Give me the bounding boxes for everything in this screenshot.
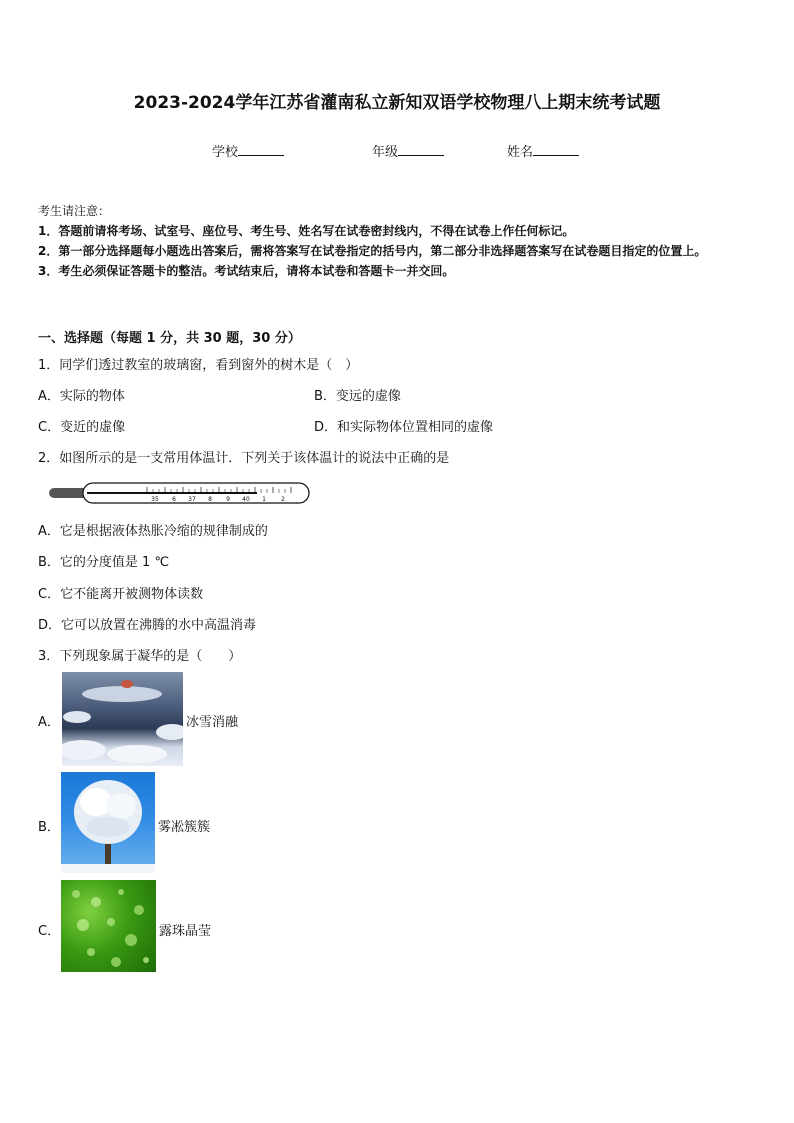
option-letter: A． — [38, 715, 60, 730]
scale-label-40: 40 — [242, 496, 250, 503]
name-blank[interactable] — [533, 142, 579, 156]
dew-drops-image — [61, 880, 156, 972]
notice-heading: 考生请注意： — [38, 204, 111, 218]
notice-item-1: 1．答题前请将考场、试室号、座位号、考生号、姓名写在试卷密封线内，不得在试卷上作任何标记。 — [38, 224, 575, 238]
melting-ice-image — [62, 672, 183, 766]
question-2-option-c[interactable]: C．它不能离开被测物体读数 — [38, 587, 204, 602]
question-3-option-b[interactable] — [38, 772, 298, 873]
grade-field — [372, 141, 444, 160]
scale-label-38: 8 — [208, 496, 212, 503]
scale-label-36: 6 — [172, 496, 176, 503]
option-letter: C． — [38, 924, 61, 939]
question-3-option-c[interactable] — [38, 880, 298, 972]
question-2-stem: 2．如图所示的是一支常用体温计．下列关于该体温计的说法中正确的是 — [38, 451, 450, 466]
scale-label-41: 1 — [262, 496, 266, 503]
name-field — [507, 141, 579, 160]
option-caption: 露珠晶莹 — [159, 924, 212, 939]
section-heading: 一、选择题（每题 1 分，共 30 题，30 分） — [38, 331, 301, 346]
scale-label-42: 2 — [281, 496, 285, 503]
school-label: 学校 — [212, 145, 239, 160]
question-1-option-b[interactable]: B．变远的虚像 — [314, 389, 401, 404]
question-2-option-d[interactable]: D．它可以放置在沸腾的水中高温消毒 — [38, 618, 257, 633]
notice-item-3: 3．考生必须保证答题卡的整洁。考试结束后，请将本试卷和答题卡一并交回。 — [38, 264, 455, 278]
page-title: 2023-2024学年江苏省灌南私立新知双语学校物理八上期末统考试题 — [133, 93, 661, 113]
student-info-row — [0, 141, 794, 161]
question-1-option-d[interactable]: D．和实际物体位置相同的虚像 — [314, 420, 494, 435]
option-caption: 雾凇簇簇 — [158, 820, 211, 835]
notice-item-2: 2．第一部分选择题每小题选出答案后，需将答案写在试卷指定的括号内，第二部分非选择题答案写在试卷题目指定的位置上。 — [38, 244, 707, 258]
school-blank[interactable] — [238, 142, 284, 156]
school-field — [212, 141, 284, 160]
option-caption: 冰雪消融 — [186, 715, 239, 730]
grade-label: 年级 — [372, 145, 399, 160]
thermometer-figure — [47, 480, 317, 510]
question-3-option-a[interactable] — [38, 672, 298, 766]
option-letter: B． — [38, 820, 60, 835]
question-1-option-c[interactable]: C．变近的虚像 — [38, 420, 126, 435]
question-1-option-a[interactable]: A．实际的物体 — [38, 389, 125, 404]
question-2-option-a[interactable]: A．它是根据液体热胀冷缩的规律制成的 — [38, 524, 268, 539]
question-2-option-b[interactable]: B．它的分度值是 1 ℃ — [38, 555, 170, 570]
name-label: 姓名 — [507, 145, 534, 160]
scale-label-37: 37 — [188, 496, 196, 503]
question-3-stem: 3．下列现象属于凝华的是（ ） — [38, 649, 242, 664]
scale-label-39: 9 — [226, 496, 230, 503]
exam-notice — [38, 201, 763, 281]
scale-label-35: 35 — [151, 496, 159, 503]
question-1-stem: 1．同学们透过教室的玻璃窗，看到窗外的树木是（ ） — [38, 358, 359, 373]
grade-blank[interactable] — [398, 142, 444, 156]
rime-tree-image — [61, 772, 155, 873]
